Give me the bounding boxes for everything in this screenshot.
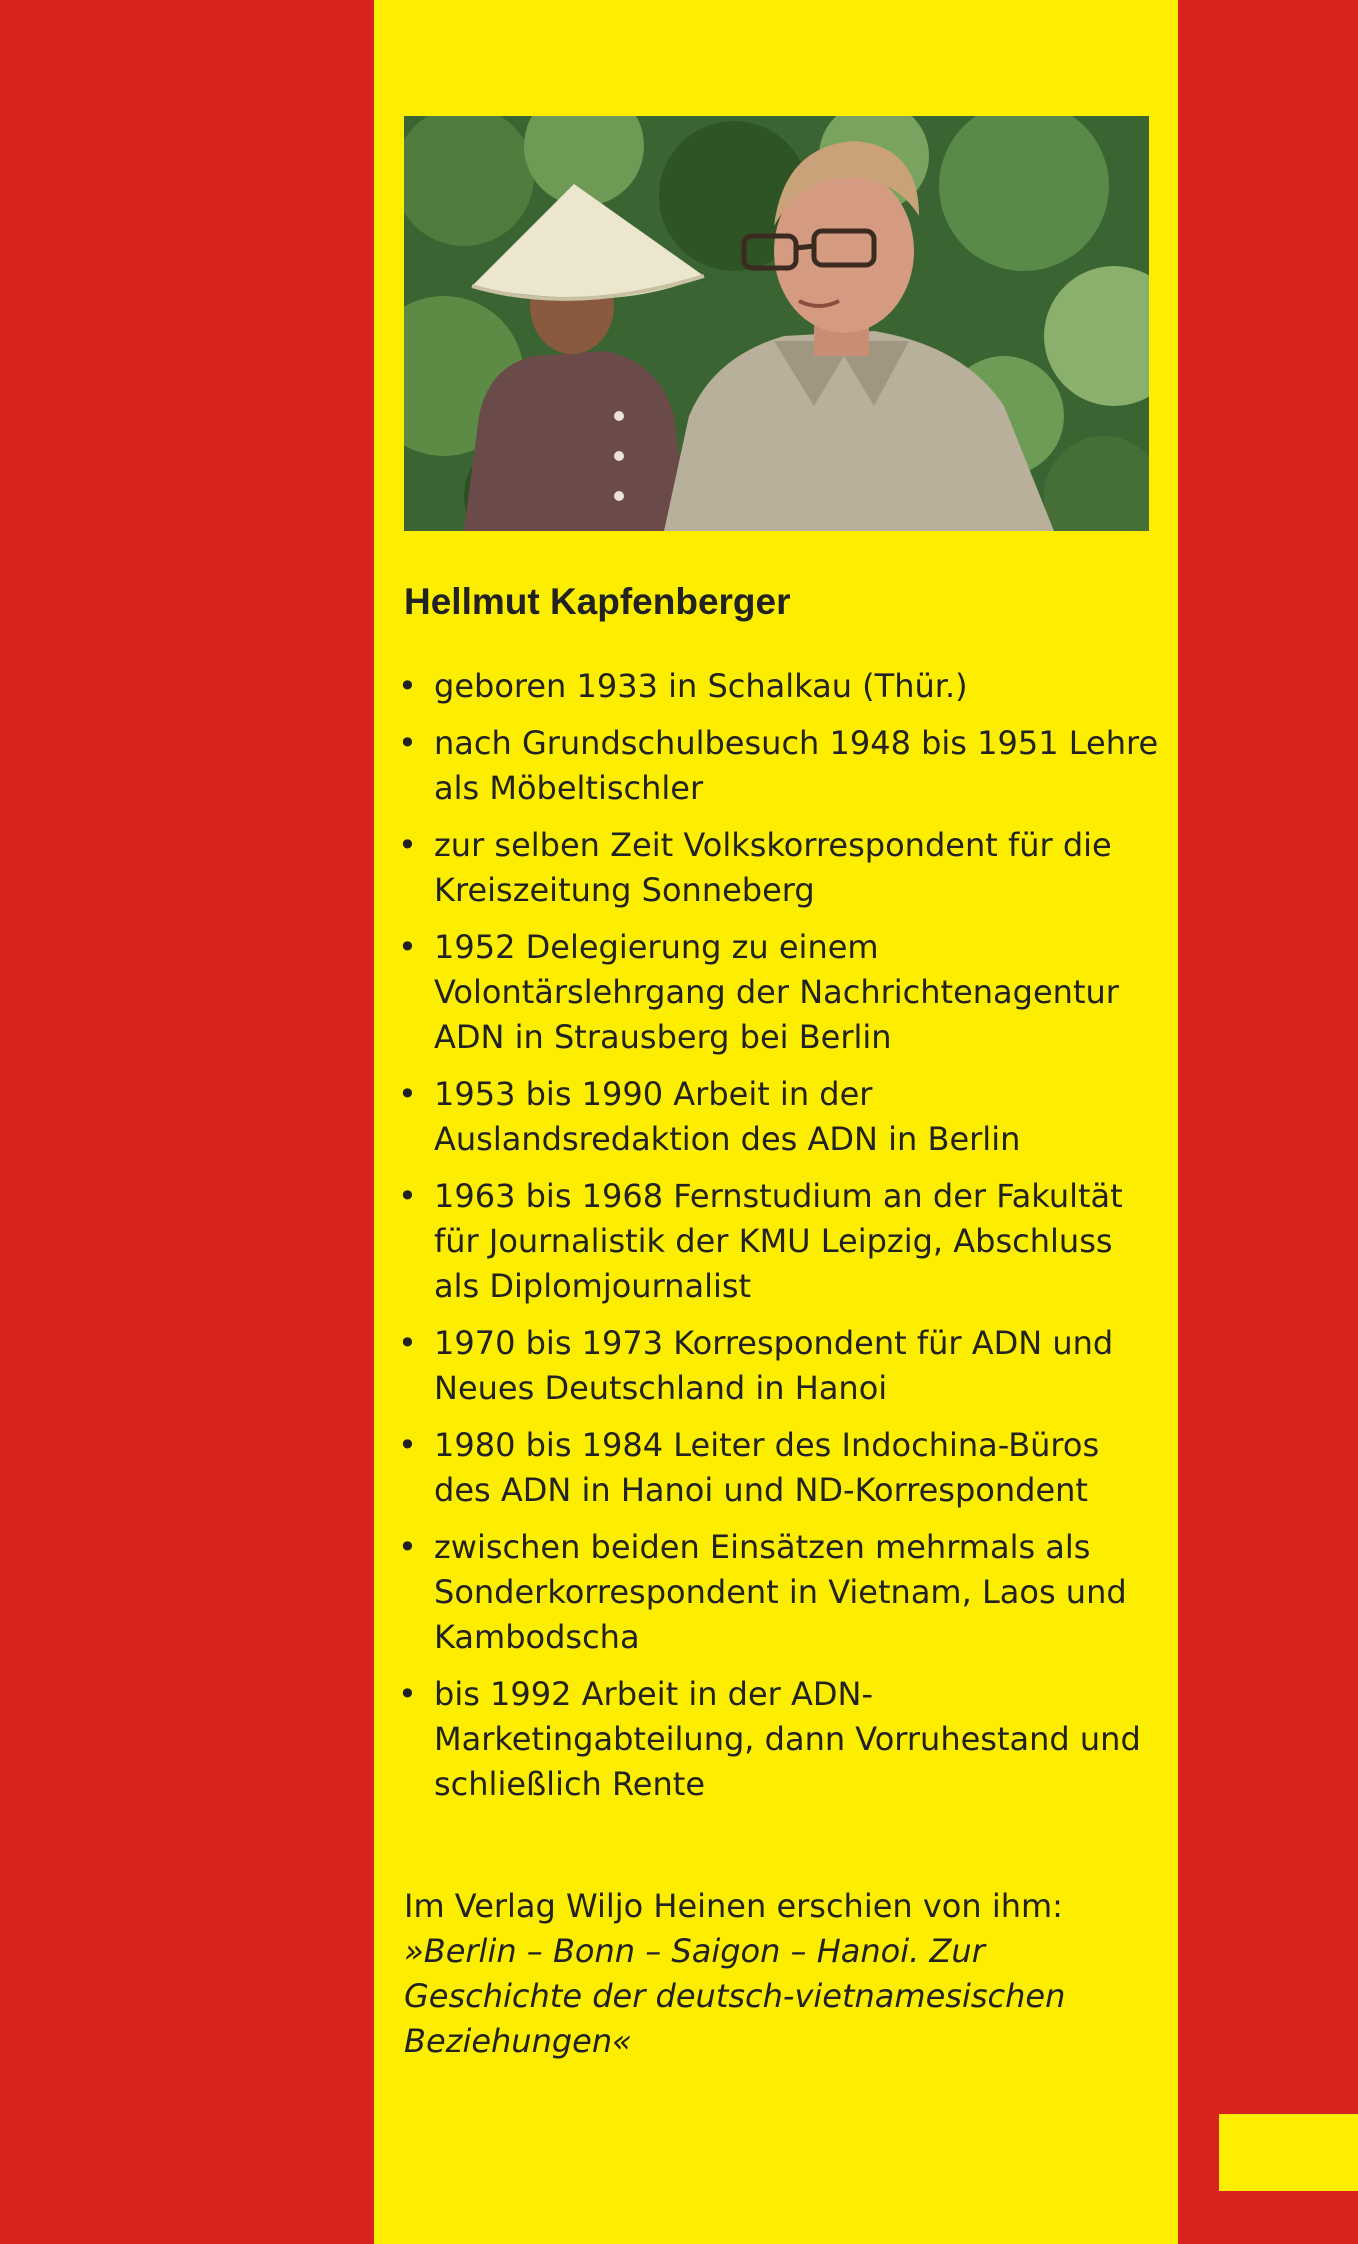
bio-item <box>394 721 1159 811</box>
bio-item-text: geboren 1933 in Schalkau (Thür.) <box>434 667 968 705</box>
bio-item <box>394 1672 1159 1807</box>
bullet-icon: • <box>398 928 417 966</box>
bio-item-text: zur selben Zeit Volkskorrespondent für die Kreiszeitung Sonneberg <box>434 826 1112 909</box>
author-photo <box>404 116 1149 531</box>
bio-item-text: nach Grundschulbesuch 1948 bis 1951 Lehre als Möbeltischler <box>434 724 1159 807</box>
bio-item-text: 1963 bis 1968 Fernstudium an der Fakultät für Journalistik der KMU Leipzig, Abschluss als Diplomjournalist <box>434 1177 1123 1305</box>
bio-item <box>394 664 1159 709</box>
bio-item-text: 1970 bis 1973 Korrespondent für ADN und Neues Deutschland in Hanoi <box>434 1324 1114 1407</box>
bio-item <box>394 1525 1159 1660</box>
bio-item <box>394 823 1159 913</box>
bio-item <box>394 1423 1159 1513</box>
book-title: »Berlin – Bonn – Saigon – Hanoi. Zur Geschichte der deutsch-vietnamesischen Beziehungen« <box>404 1932 1066 2060</box>
bullet-icon: • <box>398 1528 417 1566</box>
yellow-corner-block <box>1219 2114 1358 2191</box>
bullet-icon: • <box>398 1324 417 1362</box>
bio-item-text: bis 1992 Arbeit in der ADN-Marketingabteilung, dann Vorruhestand und schließlich Rente <box>434 1675 1141 1803</box>
bio-item-text: 1952 Delegierung zu einem Volontärslehrgang der Nachrichtenagentur ADN in Strausberg bei Berlin <box>434 928 1119 1056</box>
publisher-note <box>404 1884 1164 2064</box>
bio-item-text: 1953 bis 1990 Arbeit in der Auslandsredaktion des ADN in Berlin <box>434 1075 1021 1158</box>
bullet-icon: • <box>398 1426 417 1464</box>
bio-item <box>394 1072 1159 1162</box>
bullet-icon: • <box>398 1075 417 1113</box>
photo-illustration <box>404 116 1149 531</box>
biography-list <box>394 664 1159 1819</box>
yellow-text-panel <box>374 0 1178 2244</box>
author-name: Hellmut Kapfenberger <box>404 581 791 622</box>
bio-item-text: 1980 bis 1984 Leiter des Indochina-Büros des ADN in Hanoi und ND-Korrespondent <box>434 1426 1100 1509</box>
bullet-icon: • <box>398 724 417 762</box>
bio-item-text: zwischen beiden Einsätzen mehrmals als Sonderkorrespondent in Vietnam, Laos und Kambodscha <box>434 1528 1127 1656</box>
publisher-intro: Im Verlag Wiljo Heinen erschien von ihm: <box>404 1887 1063 1925</box>
bio-item <box>394 1174 1159 1309</box>
bullet-icon: • <box>398 1177 417 1215</box>
bullet-icon: • <box>398 667 417 705</box>
bullet-icon: • <box>398 826 417 864</box>
bio-item <box>394 925 1159 1060</box>
bio-item <box>394 1321 1159 1411</box>
bullet-icon: • <box>398 1675 417 1713</box>
